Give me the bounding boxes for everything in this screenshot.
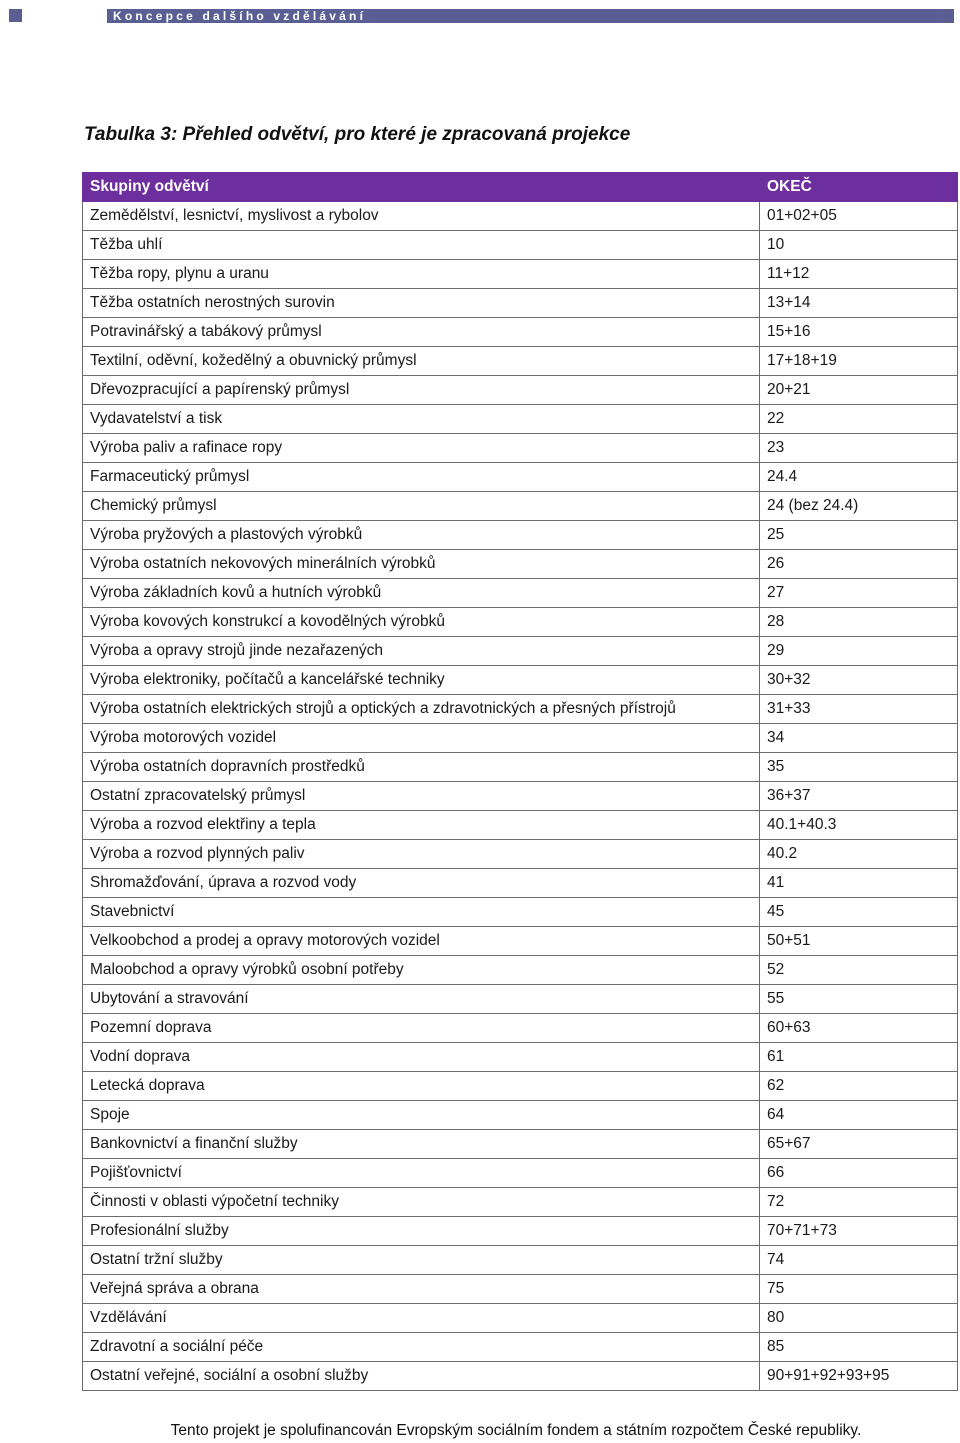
column-header-okec: OKEČ	[760, 173, 958, 202]
sector-name-cell: Výroba základních kovů a hutních výrobků	[83, 579, 760, 608]
sector-name-cell: Dřevozpracující a papírenský průmysl	[83, 376, 760, 405]
table-row	[83, 1275, 958, 1304]
okec-code-cell: 75	[760, 1275, 958, 1304]
sector-name-cell: Chemický průmysl	[83, 492, 760, 521]
sector-name-cell: Činnosti v oblasti výpočetní techniky	[83, 1188, 760, 1217]
table-row	[83, 260, 958, 289]
okec-code-cell: 13+14	[760, 289, 958, 318]
table-row	[83, 927, 958, 956]
table-row	[83, 753, 958, 782]
sector-name-cell: Vzdělávání	[83, 1304, 760, 1333]
okec-code-cell: 28	[760, 608, 958, 637]
table-row	[83, 869, 958, 898]
okec-code-cell: 62	[760, 1072, 958, 1101]
table-row	[83, 1130, 958, 1159]
sector-name-cell: Výroba kovových konstrukcí a kovodělných výrobků	[83, 608, 760, 637]
okec-code-cell: 30+32	[760, 666, 958, 695]
table-row	[83, 463, 958, 492]
table-row	[83, 1188, 958, 1217]
okec-code-cell: 26	[760, 550, 958, 579]
okec-code-cell: 27	[760, 579, 958, 608]
table-row	[83, 579, 958, 608]
okec-code-cell: 74	[760, 1246, 958, 1275]
table-row	[83, 1362, 958, 1391]
okec-code-cell: 66	[760, 1159, 958, 1188]
okec-code-cell: 23	[760, 434, 958, 463]
okec-code-cell: 17+18+19	[760, 347, 958, 376]
header-title: Koncepce dalšího vzdělávání	[113, 9, 367, 23]
table-row	[83, 1101, 958, 1130]
sector-name-cell: Výroba ostatních dopravních prostředků	[83, 753, 760, 782]
sector-name-cell: Velkoobchod a prodej a opravy motorových vozidel	[83, 927, 760, 956]
okec-code-cell: 22	[760, 405, 958, 434]
sector-name-cell: Textilní, oděvní, kožedělný a obuvnický průmysl	[83, 347, 760, 376]
table-row	[83, 231, 958, 260]
table-row	[83, 1043, 958, 1072]
table-row	[83, 1333, 958, 1362]
okec-code-cell: 64	[760, 1101, 958, 1130]
table-row	[83, 782, 958, 811]
okec-code-cell: 29	[760, 637, 958, 666]
sector-name-cell: Farmaceutický průmysl	[83, 463, 760, 492]
okec-code-cell: 45	[760, 898, 958, 927]
table-row	[83, 1014, 958, 1043]
table-row	[83, 1072, 958, 1101]
table-header-row	[83, 173, 958, 202]
table-row	[83, 550, 958, 579]
okec-code-cell: 10	[760, 231, 958, 260]
sector-name-cell: Výroba motorových vozidel	[83, 724, 760, 753]
column-header-sector: Skupiny odvětví	[83, 173, 760, 202]
table-row	[83, 1304, 958, 1333]
table-row	[83, 202, 958, 231]
table-row	[83, 405, 958, 434]
table-row	[83, 811, 958, 840]
sector-name-cell: Těžba uhlí	[83, 231, 760, 260]
okec-code-cell: 80	[760, 1304, 958, 1333]
sector-name-cell: Výroba pryžových a plastových výrobků	[83, 521, 760, 550]
okec-code-cell: 60+63	[760, 1014, 958, 1043]
okec-code-cell: 90+91+92+93+95	[760, 1362, 958, 1391]
okec-code-cell: 65+67	[760, 1130, 958, 1159]
table-row	[83, 318, 958, 347]
table-row	[83, 666, 958, 695]
okec-code-cell: 24.4	[760, 463, 958, 492]
sector-name-cell: Bankovnictví a finanční služby	[83, 1130, 760, 1159]
table-row	[83, 637, 958, 666]
sector-name-cell: Ostatní tržní služby	[83, 1246, 760, 1275]
okec-code-cell: 70+71+73	[760, 1217, 958, 1246]
okec-code-cell: 35	[760, 753, 958, 782]
sector-name-cell: Výroba elektroniky, počítačů a kancelářské techniky	[83, 666, 760, 695]
table-row	[83, 724, 958, 753]
table-row	[83, 521, 958, 550]
sector-name-cell: Profesionální služby	[83, 1217, 760, 1246]
table-row	[83, 1159, 958, 1188]
sector-name-cell: Výroba a rozvod plynných paliv	[83, 840, 760, 869]
sector-name-cell: Stavebnictví	[83, 898, 760, 927]
sector-name-cell: Shromažďování, úprava a rozvod vody	[83, 869, 760, 898]
table-row	[83, 985, 958, 1014]
sector-name-cell: Veřejná správa a obrana	[83, 1275, 760, 1304]
table-row	[83, 840, 958, 869]
table-row	[83, 1217, 958, 1246]
sector-name-cell: Potravinářský a tabákový průmysl	[83, 318, 760, 347]
sector-name-cell: Maloobchod a opravy výrobků osobní potřeby	[83, 956, 760, 985]
okec-code-cell: 31+33	[760, 695, 958, 724]
okec-code-cell: 40.2	[760, 840, 958, 869]
sector-name-cell: Zdravotní a sociální péče	[83, 1333, 760, 1362]
sector-name-cell: Těžba ostatních nerostných surovin	[83, 289, 760, 318]
sector-name-cell: Pojišťovnictví	[83, 1159, 760, 1188]
table-row	[83, 956, 958, 985]
okec-code-cell: 24 (bez 24.4)	[760, 492, 958, 521]
table-row	[83, 898, 958, 927]
okec-code-cell: 61	[760, 1043, 958, 1072]
okec-code-cell: 50+51	[760, 927, 958, 956]
table-row	[83, 492, 958, 521]
table-caption: Tabulka 3: Přehled odvětví, pro které je zpracovaná projekce	[84, 124, 631, 145]
okec-code-cell: 72	[760, 1188, 958, 1217]
header-bar	[107, 9, 954, 23]
sector-name-cell: Spoje	[83, 1101, 760, 1130]
sector-name-cell: Ostatní zpracovatelský průmysl	[83, 782, 760, 811]
sector-name-cell: Výroba a rozvod elektřiny a tepla	[83, 811, 760, 840]
table-row	[83, 1246, 958, 1275]
sectors-table	[82, 172, 958, 1391]
table-row	[83, 695, 958, 724]
okec-code-cell: 20+21	[760, 376, 958, 405]
okec-code-cell: 01+02+05	[760, 202, 958, 231]
okec-code-cell: 34	[760, 724, 958, 753]
table-row	[83, 434, 958, 463]
sector-name-cell: Pozemní doprava	[83, 1014, 760, 1043]
okec-code-cell: 40.1+40.3	[760, 811, 958, 840]
table-row	[83, 376, 958, 405]
sector-name-cell: Těžba ropy, plynu a uranu	[83, 260, 760, 289]
sector-name-cell: Výroba ostatních elektrických strojů a optických a zdravotnických a přesných přístrojů	[83, 695, 760, 724]
sector-name-cell: Výroba ostatních nekovových minerálních výrobků	[83, 550, 760, 579]
sector-name-cell: Zemědělství, lesnictví, myslivost a rybolov	[83, 202, 760, 231]
sector-name-cell: Výroba a opravy strojů jinde nezařazených	[83, 637, 760, 666]
sector-name-cell: Výroba paliv a rafinace ropy	[83, 434, 760, 463]
okec-code-cell: 55	[760, 985, 958, 1014]
okec-code-cell: 15+16	[760, 318, 958, 347]
sector-name-cell: Ubytování a stravování	[83, 985, 760, 1014]
table-row	[83, 608, 958, 637]
okec-code-cell: 25	[760, 521, 958, 550]
header-logo-square	[9, 9, 22, 22]
table-row	[83, 289, 958, 318]
sector-name-cell: Vydavatelství a tisk	[83, 405, 760, 434]
okec-code-cell: 41	[760, 869, 958, 898]
okec-code-cell: 11+12	[760, 260, 958, 289]
sector-name-cell: Ostatní veřejné, sociální a osobní služby	[83, 1362, 760, 1391]
sector-name-cell: Vodní doprava	[83, 1043, 760, 1072]
table-row	[83, 347, 958, 376]
okec-code-cell: 85	[760, 1333, 958, 1362]
footer-note: Tento projekt je spolufinancován Evropským sociálním fondem a státním rozpočtem České republiky.	[170, 1422, 862, 1439]
sector-name-cell: Letecká doprava	[83, 1072, 760, 1101]
okec-code-cell: 52	[760, 956, 958, 985]
okec-code-cell: 36+37	[760, 782, 958, 811]
